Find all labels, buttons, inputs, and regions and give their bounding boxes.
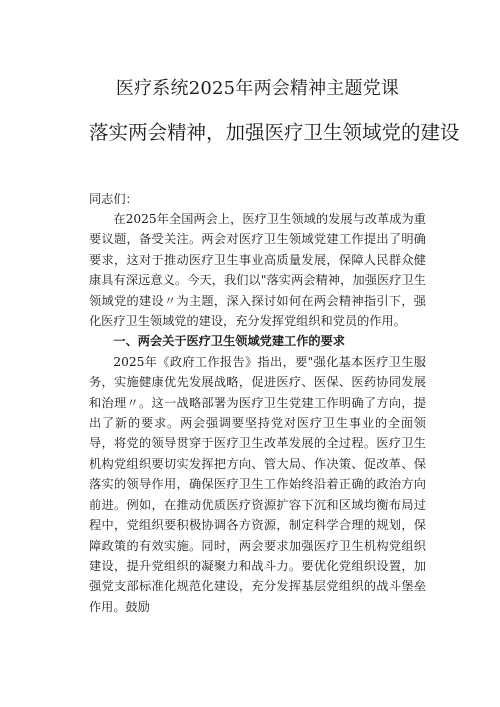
body-paragraph: 2025年《政府工作报告》指出，要"强化基本医疗卫生服务，实施健康优先发展战略，促进医疗、医保、医药协同发展和治理〃。这一战略部署为医疗卫生党建工作明确了方向，提出了新的要求。两会强调要坚持党对医疗卫生事业的全面领导，将党的领导贯穿于医疗卫生改革发展的全过程。医疗卫生机构党组织要切实发挥把方向、管大局、作决策、促改革、保落实的领导作用，确保医疗卫生工作始终沿着正确的政治方向前进。例如，在推动优质医疗资源扩容下沉和区域均衡布局过程中，党组织要积极协调各方资源，制定科学合理的规划，保障政策的有效实施。同时，两会要求加强医疗卫生机构党组织建设，提升党组织的凝聚力和战斗力。要优化党组织设置，加强党支部标准化规范化建设，充分发挥基层党组织的战斗堡垒作用。鼓励: [89, 354, 426, 614]
section-heading: 一、两会关于医疗卫生领域党建工作的要求: [113, 334, 345, 349]
intro-paragraph: 在2025年全国两会上，医疗卫生领域的发展与改革成为重要议题，备受关注。两会对医疗卫生领域党建工作提出了明确要求，这对于推动医疗卫生事业高质量发展，保障人民群众健康具有深远意义。今天，我们以"落实两会精神，加强医疗卫生领域党的建设〃为主题，深入探讨如何在两会精神指引下，强化医疗卫生领域党的建设，充分发挥党组织和党员的作用。: [89, 212, 426, 329]
salutation: 同志们：: [89, 192, 138, 206]
document-subtitle: 落实两会精神，加强医疗卫生领域党的建设: [89, 121, 460, 144]
document-title: 医疗系统2025年两会精神主题党课: [115, 78, 400, 99]
